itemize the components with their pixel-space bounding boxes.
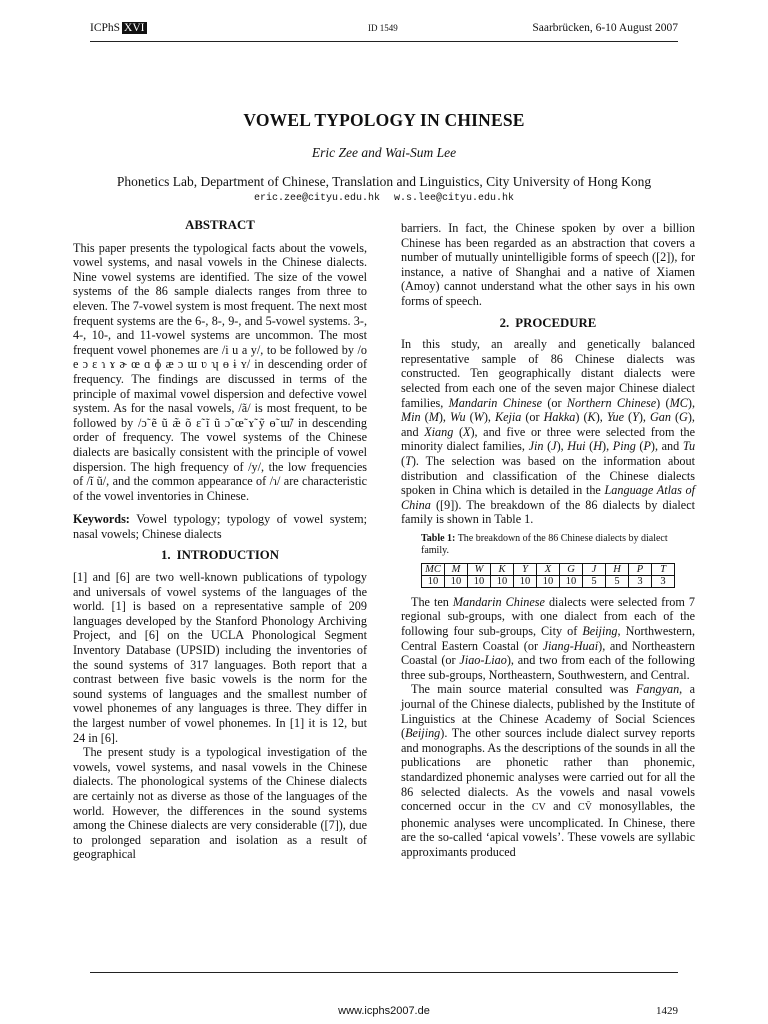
section-2-heading: 2. PROCEDURE: [499, 315, 597, 330]
table-cell: 10: [560, 575, 583, 587]
section-1-heading: 1. INTRODUCTION: [161, 548, 279, 563]
table-cell: 3: [629, 575, 652, 587]
paper-id: ID 1549: [368, 23, 398, 33]
left-column: [73, 218, 367, 862]
header-rule: [90, 41, 678, 42]
table-cell: 10: [537, 575, 560, 587]
table-header-cell: J: [583, 563, 606, 575]
keywords-text: Vowel typology; typology of vowel system; nasal vowels; Chinese dialects: [73, 512, 367, 541]
dialect-breakdown-table: [421, 563, 675, 588]
email-link-2[interactable]: w.s.lee@cityu.edu.hk: [394, 193, 515, 204]
paper-title: VOWEL TYPOLOGY IN CHINESE: [243, 110, 525, 130]
conference-number-badge: XVI: [124, 22, 145, 34]
intro-paragraph-1: [1] and [6] are two well-known publications of typology and universals of vowel systems of the languages of the world. [1] is based on a representative sample of 209 languages developed by the Stanford Phonology Archiving Project, and [6] on the UCLA Phonological Segment Inventory Database (UPSID) including the inventories of the sound systems of 317 languages. Both report that a contrast between five basic vowels is the norm for the sound systems of languages and the smallest number of vowel phonemes of any languages is three. They differ in the largest number of vowel phonemes. In [1] it is 12, but 24 in [6].: [73, 570, 367, 745]
table-header-cell: H: [606, 563, 629, 575]
table-cell: 10: [445, 575, 468, 587]
procedure-paragraph-1: In this study, an areally and genetically balanced representative sample of 86 Chinese dialects was constructed. Ten geographically distant dialects were selected from each one of the seven major Chinese dialect families, Mandarin Chinese (or Northern Chinese) (MC), Min (M), Wu (W), Kejia (or Hakka) (K), Yue (Y), Gan (G), and Xiang (X), and five or three were selected from the minority dialect families, Jin (J), Hui (H), Ping (P), and Tu (T). The selection was based on the information about distribution and classification of the Chinese dialects spoken in China which is detailed in the Language Atlas of China ([9]). The breakdown of the 86 dialects by dialect family is shown in Table 1.: [401, 337, 696, 527]
table-1-caption: Table 1: The breakdown of the 86 Chinese dialects by dialect family.: [421, 532, 668, 557]
intro-paragraph-3: barriers. In fact, the Chinese spoken by over a billion Chinese has been regarded as an abstraction that covers a number of mutually unintelligible forms of speech ([2]), for instance, a native of Shanghai and a native of Xiamen (Amoy) cannot understand what the other says in his own forms of speech.: [401, 221, 695, 308]
table-row: [422, 575, 675, 587]
emails: [0, 193, 768, 204]
procedure-paragraph-3: The main source material consulted was Fangyan, a journal of the Chinese dialects, published by the Institute of Linguistics at the Chinese Academy of Social Sciences (Beijing). The other sources include dialect survey reports and monographs. As the descriptions of the sounds in all the publications are phonetic rather than phonemic, standardized phonemic analyses were carried out for all the 86 selected dialects. As the vowels and nasal vowels concerned occur in the CV and CV̄ monosyllables, the phonemic analyses were uncomplicated. In Chinese, there are the so-called ‘apical vowels’. These vowels are syllabic approximants produced: [401, 682, 695, 859]
affiliation: Phonetics Lab, Department of Chinese, Translation and Linguistics, City University of Hong Kong: [116, 174, 652, 189]
table-cell: 5: [583, 575, 606, 587]
intro-paragraph-2: The present study is a typological investigation of the vowels, vowel systems, and nasal vowels in the Chinese dialects. The phonological systems of the Chinese dialects are certainly not as diverse as those of the languages of the world. However, the differences in the sound systems among the Chinese dialects are very considerable ([7]), due to prolonged separation and isolation as a result of geographical: [73, 745, 367, 862]
place-date: Saarbrücken, 6-10 August 2007: [532, 22, 678, 34]
table-cell: 10: [491, 575, 514, 587]
footer-url-link[interactable]: www.icphs2007.de: [338, 1005, 430, 1017]
abstract-heading: ABSTRACT: [185, 218, 255, 232]
table-header-cell: Y: [514, 563, 537, 575]
abstract-text: This paper presents the typological facts about the vowels, vowel systems, and nasal vowels in the Chinese dialects. Nine vowel systems are identified. The size of the vowel systems of the 86 sample dialects ranges from three to eleven. The 7-vowel system is most frequent. The next most frequent systems are the 6-, 8-, 9-, and 5-vowel systems. 3-, 4-, 10-, and 11-vowel systems are uncommon. The most frequent vowel phonemes are /i u a y/, to be followed by /o e ɔ ɛ ɿ ɤ ɚ œ ɑ ɸ æ ɔ ɯ ʋ ʮ ɵ ɨ ʏ/ in descending order of frequency. The findings are discussed in terms of the principle of maximal vowel dispersion and defective vowel system. As for the nasal vowels, /ã/ is most frequent, to be followed by /ɔ̃ ẽ ũ æ̃ õ ɛ̃ ĩ ũ ɔ̃ œ̃ ɤ̃ ỹ ɵ̃ ɯ̃/ in descending order of frequency. The vowel systems of the Chinese dialects are basically consistent with the principle of vowel dispersion. The high frequency of /y/, the low frequencies of /ĩ ũ/, and the common appearance of /ɿ/ are characteristic of the vowel inventories in Chinese.: [73, 240, 367, 503]
table-header-row: [422, 563, 675, 575]
email-link-1[interactable]: eric.zee@cityu.edu.hk: [253, 193, 380, 204]
table-header-cell: K: [491, 563, 514, 575]
page-number: 1429: [656, 1005, 678, 1017]
table-cell: 5: [606, 575, 629, 587]
table-cell: 3: [652, 575, 675, 587]
table-header-cell: X: [537, 563, 560, 575]
conference-name: ICPhS XVI: [90, 22, 145, 34]
running-header: [90, 22, 678, 38]
footer-rule: [90, 972, 678, 973]
table-cell: 10: [514, 575, 537, 587]
table-header-cell: G: [560, 563, 583, 575]
keywords: [73, 512, 367, 541]
authors: Eric Zee and Wai-Sum Lee: [311, 145, 457, 160]
table-header-cell: MC: [422, 563, 445, 575]
right-column: [401, 221, 695, 860]
table-cell: 10: [422, 575, 445, 587]
keywords-label: Keywords:: [73, 512, 130, 527]
table-header-cell: W: [468, 563, 491, 575]
table-header-cell: M: [445, 563, 468, 575]
table-cell: 10: [468, 575, 491, 587]
table-header-cell: P: [629, 563, 652, 575]
procedure-paragraph-2: The ten Mandarin Chinese dialects were selected from 7 regional sub-groups, with one dialect from each of the following four sub-groups, City of Beijing, Northwestern, Central Eastern Coastal (or Jiang-Huai), and Northeastern Coastal (or Jiao-Liao), and two from each of the following three sub-groups, Northeastern, Southwestern, and Central.: [401, 594, 695, 682]
table-header-cell: T: [652, 563, 675, 575]
